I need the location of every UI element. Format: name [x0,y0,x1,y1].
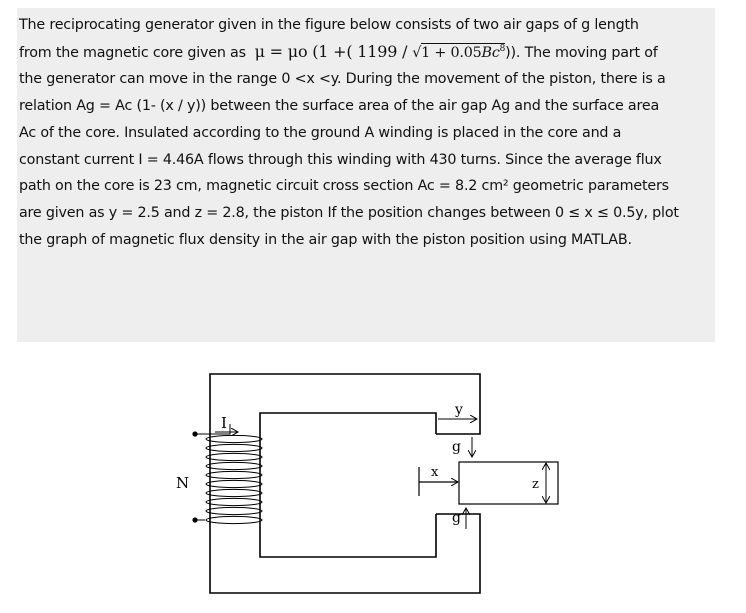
current-label: I [221,414,227,432]
problem-line-1: The reciprocating generator given in the figure below consists of two air gaps of g length [19,17,639,33]
radicand-variable: Bc [481,44,500,61]
sqrt-symbol: √ [412,44,422,61]
radicand-constant: 1 + 0.05 [421,44,482,61]
problem-line-2-post: The moving part of [524,44,658,61]
core-outer-contour [210,374,480,593]
winding-terminal-bottom [192,517,197,522]
z-dimension [536,462,557,504]
x-label: x [431,465,439,480]
problem-line-5: Ac of the core. Insulated according to the ground A winding is placed in the core and a [19,124,622,141]
bottom-gap-label: g [452,510,461,526]
formula-close: )). [505,44,521,61]
problem-line-2-pre: from the magnetic core given as [19,44,246,61]
core-inner-contour [260,413,436,557]
problem-line-8: are given as y = 2.5 and z = 2.8, the piston If the position changes between 0 ≤ x ≤ 0.5y, plot [19,204,679,221]
problem-line-4: relation Ag = Ac (1- (x / y)) between the surface area of the air gap Ag and the surface area [19,98,660,115]
permeability-formula-lhs: μ = μo (1 +( 1199 / [254,41,413,61]
problem-line-3: the generator can move in the range 0 <x <y. During the movement of the piston, there is a [19,71,666,88]
z-label: z [532,477,539,492]
y-label: y [455,402,463,418]
problem-line-9: the graph of magnetic flux density in the air gap with the piston position using MATLAB. [19,231,632,248]
turns-label: N [176,474,190,492]
problem-line-7: path on the core is 23 cm, magnetic circuit cross section Ac = 8.2 cm² geometric parameters [19,178,669,195]
piston-body [459,462,558,504]
magnetic-core [210,374,480,593]
winding-terminal-top [192,431,197,436]
winding-coil [195,424,262,524]
problem-line-6: constant current I = 4.46A flows through this winding with 430 turns. Since the average flux [19,151,662,168]
top-gap-label: g [452,439,461,455]
radicand-exponent: 8 [499,43,506,54]
